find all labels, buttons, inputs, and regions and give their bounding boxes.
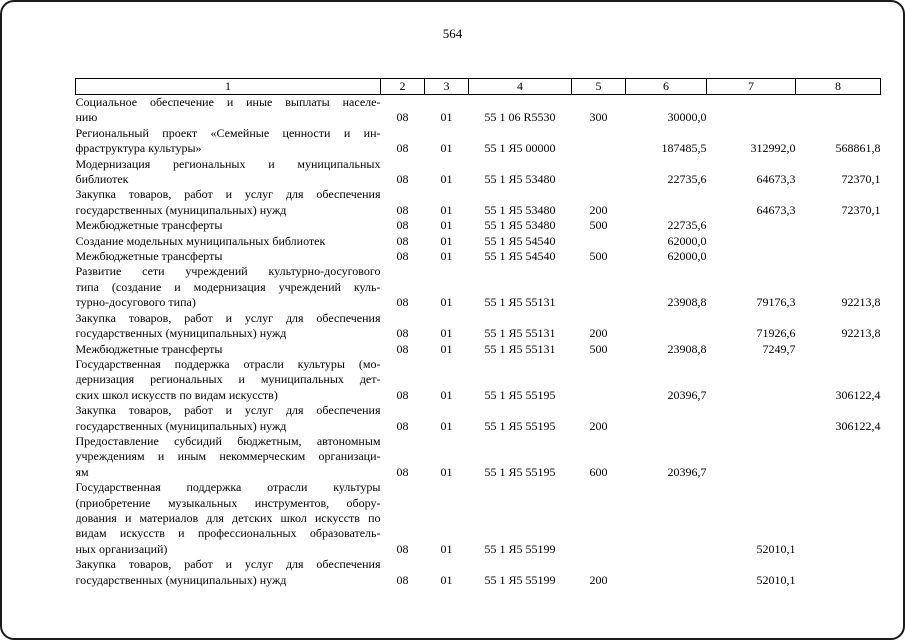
table-row — [76, 218, 881, 233]
row-c2-cell: 08 — [396, 141, 409, 156]
row-name-line: учреждениям и иным некоммерческим организаци- — [75, 449, 381, 464]
row-name-cell — [76, 357, 381, 403]
row-c8-cell — [796, 342, 881, 357]
row-name-cell — [76, 187, 381, 218]
row-c7-cell — [707, 357, 796, 403]
row-c7-cell — [707, 434, 796, 480]
row-name-line: Развитие сети учреждений культурно-досугового — [75, 264, 381, 279]
row-c4-cell: 55 1 Я5 55195 — [484, 418, 556, 433]
row-c3-cell: 01 — [440, 110, 453, 125]
row-c2-cell: 08 — [396, 572, 409, 587]
row-c7-cell: 71926,6 — [756, 326, 796, 341]
row-c5-cell: 300 — [589, 110, 608, 125]
row-c4-cell: 55 1 Я5 55199 — [484, 541, 556, 556]
row-name-line: типа (создание и модернизация учреждений куль- — [75, 279, 381, 294]
row-c3-cell: 01 — [440, 249, 453, 264]
row-c7-cell: 7249,7 — [762, 341, 796, 356]
row-c4-cell: 55 1 Я5 55131 — [484, 326, 556, 341]
row-c3-cell: 01 — [440, 418, 453, 433]
row-c4-cell: 55 1 Я5 55131 — [484, 295, 556, 310]
row-c3-cell: 01 — [440, 541, 453, 556]
row-c7-cell: 52010,1 — [756, 572, 796, 587]
row-c8-cell: 306122,4 — [835, 418, 881, 433]
header-col-2: 2 — [381, 79, 425, 95]
table-row — [76, 249, 881, 264]
row-c6-cell — [626, 187, 707, 218]
row-c8-cell — [796, 249, 881, 264]
row-name-line: государственных (муниципальных) нужд — [75, 202, 287, 217]
row-c2-cell: 08 — [396, 295, 409, 310]
table-header-row — [76, 79, 881, 95]
table-row — [76, 342, 881, 357]
row-name-line: Создание модельных муниципальных библиотек — [75, 233, 326, 248]
header-col-4: 4 — [469, 79, 572, 95]
row-c4-cell: 55 1 Я5 00000 — [484, 141, 556, 156]
row-name-line: Модернизация региональных и муниципальных — [75, 156, 381, 171]
row-c6-cell: 22735,6 — [667, 172, 707, 187]
row-c4-cell: 55 1 Я5 55199 — [484, 572, 556, 587]
row-c2-cell: 08 — [396, 326, 409, 341]
row-c2-cell: 08 — [396, 233, 409, 248]
row-c7-cell: 64673,3 — [756, 202, 796, 217]
row-name-line: нию — [75, 110, 98, 125]
row-c8-cell: 92213,8 — [841, 295, 881, 310]
table-row — [76, 480, 881, 557]
header-col-3: 3 — [425, 79, 469, 95]
row-c8-cell — [796, 434, 881, 480]
row-c7-cell — [707, 249, 796, 264]
row-name-line: государственных (муниципальных) нужд — [75, 418, 287, 433]
row-c3-cell: 01 — [440, 572, 453, 587]
row-name-cell — [76, 126, 381, 157]
row-name-line: государственных (муниципальных) нужд — [75, 326, 287, 341]
table-row — [76, 434, 881, 480]
row-c8-cell: 72370,1 — [841, 172, 881, 187]
row-c4-cell: 55 1 Я5 53480 — [484, 218, 556, 233]
row-c2-cell: 08 — [396, 218, 409, 233]
row-c5-cell: 200 — [589, 202, 608, 217]
row-c5-cell: 500 — [589, 249, 608, 264]
row-name-cell — [76, 264, 381, 310]
row-c6-cell — [626, 311, 707, 342]
row-c2-cell: 08 — [396, 464, 409, 479]
row-c3-cell: 01 — [440, 141, 453, 156]
row-c3-cell: 01 — [440, 326, 453, 341]
row-c6-cell: 22735,6 — [667, 218, 707, 233]
row-c8-cell: 92213,8 — [841, 326, 881, 341]
row-name-line: Межбюджетные трансферты — [75, 218, 223, 233]
row-c5-cell — [572, 264, 626, 310]
row-c6-cell: 20396,7 — [667, 387, 707, 402]
row-name-line: ных организаций) — [75, 541, 168, 556]
row-c6-cell: 30000,0 — [667, 110, 707, 125]
row-name-cell — [76, 95, 381, 126]
row-c6-cell — [626, 480, 707, 557]
row-c8-cell: 306122,4 — [835, 387, 881, 402]
row-name-line: государственных (муниципальных) нужд — [75, 572, 287, 587]
row-c7-cell — [707, 95, 796, 126]
header-col-1: 1 — [76, 79, 381, 95]
row-name-line: дования и материалов для детских школ искусств по — [75, 510, 381, 525]
row-c7-cell: 312992,0 — [750, 141, 796, 156]
row-name-line: ских школ искусств по видам искусств) — [75, 387, 278, 402]
row-c2-cell: 08 — [396, 249, 409, 264]
header-col-5: 5 — [572, 79, 626, 95]
table-row — [76, 126, 881, 157]
table-row — [76, 264, 881, 310]
row-c7-cell — [707, 403, 796, 434]
row-name-line: ям — [75, 464, 89, 479]
row-c6-cell: 62000,0 — [667, 249, 707, 264]
row-c8-cell — [796, 480, 881, 557]
table-header — [76, 79, 881, 95]
table-row — [76, 187, 881, 218]
row-c2-cell: 08 — [396, 387, 409, 402]
row-c4-cell: 55 1 Я5 53480 — [484, 172, 556, 187]
row-c4-cell: 55 1 06 R5530 — [484, 110, 556, 125]
table-row — [76, 557, 881, 588]
table-row — [76, 403, 881, 434]
row-name-line: Закупка товаров, работ и услуг для обеспечения — [75, 310, 381, 325]
table-body — [76, 95, 881, 589]
row-c8-cell — [796, 557, 881, 588]
row-c8-cell — [796, 218, 881, 233]
row-c7-cell: 64673,3 — [756, 172, 796, 187]
row-name-cell — [76, 157, 381, 188]
table-row — [76, 95, 881, 126]
row-name-line: Межбюджетные трансферты — [75, 341, 223, 356]
row-c5-cell — [572, 357, 626, 403]
row-c7-cell — [707, 234, 796, 249]
row-c8-cell: 72370,1 — [841, 202, 881, 217]
row-c5-cell — [572, 157, 626, 188]
row-c2-cell: 08 — [396, 341, 409, 356]
row-c6-cell: 20396,7 — [667, 464, 707, 479]
row-c5-cell — [572, 234, 626, 249]
row-c3-cell: 01 — [440, 464, 453, 479]
row-c5-cell: 500 — [589, 341, 608, 356]
row-name-line: Предоставление субсидий бюджетным, автономным — [75, 433, 381, 448]
table-row — [76, 157, 881, 188]
row-c6-cell: 62000,0 — [667, 233, 707, 248]
row-c5-cell — [572, 480, 626, 557]
table-row — [76, 357, 881, 403]
row-c5-cell: 200 — [589, 418, 608, 433]
row-name-line: видам искусств и профессиональных образователь- — [75, 526, 381, 541]
row-c8-cell — [796, 234, 881, 249]
row-c7-cell: 52010,1 — [756, 541, 796, 556]
row-c3-cell: 01 — [440, 233, 453, 248]
row-c5-cell: 500 — [589, 218, 608, 233]
row-c5-cell — [572, 126, 626, 157]
row-name-line: дернизация региональных и муниципальных дет- — [75, 372, 381, 387]
row-c2-cell: 08 — [396, 541, 409, 556]
row-c3-cell: 01 — [440, 172, 453, 187]
row-name-line: Социальное обеспечение и иные выплаты населе- — [75, 95, 381, 109]
row-c6-cell — [626, 403, 707, 434]
row-name-line: Государственная поддержка отрасли культуры — [75, 480, 381, 495]
row-name-line: Закупка товаров, работ и услуг для обеспечения — [75, 187, 381, 202]
row-name-cell — [76, 342, 381, 357]
row-c5-cell: 200 — [589, 572, 608, 587]
row-c2-cell: 08 — [396, 418, 409, 433]
row-name-line: (приобретение музыкальных инструментов, обору- — [75, 495, 381, 510]
row-c6-cell: 187485,5 — [661, 141, 707, 156]
row-c8-cell: 568861,8 — [835, 141, 881, 156]
row-c4-cell: 55 1 Я5 54540 — [484, 249, 556, 264]
row-c2-cell: 08 — [396, 110, 409, 125]
row-name-line: Межбюджетные трансферты — [75, 249, 223, 264]
header-col-7: 7 — [707, 79, 796, 95]
table-row — [76, 311, 881, 342]
row-c5-cell: 600 — [589, 464, 608, 479]
row-name-cell — [76, 234, 381, 249]
row-name-line: Закупка товаров, работ и услуг для обеспечения — [75, 557, 381, 572]
row-name-cell — [76, 249, 381, 264]
row-name-cell — [76, 218, 381, 233]
row-c4-cell: 55 1 Я5 54540 — [484, 233, 556, 248]
row-name-cell — [76, 311, 381, 342]
row-c2-cell: 08 — [396, 172, 409, 187]
row-c4-cell: 55 1 Я5 55195 — [484, 464, 556, 479]
row-name-cell — [76, 434, 381, 480]
row-name-line: Государственная поддержка отрасли культуры (мо- — [75, 356, 381, 371]
header-col-6: 6 — [626, 79, 707, 95]
row-name-cell — [76, 403, 381, 434]
table-row — [76, 234, 881, 249]
row-c7-cell — [707, 218, 796, 233]
page-number: 564 — [442, 26, 463, 41]
row-name-line: фраструктура культуры» — [75, 141, 202, 156]
row-name-line: Региональный проект «Семейные ценности и ин- — [75, 125, 381, 140]
row-c3-cell: 01 — [440, 202, 453, 217]
row-c5-cell: 200 — [589, 326, 608, 341]
row-c8-cell — [796, 95, 881, 126]
row-c6-cell: 23908,8 — [667, 341, 707, 356]
row-c6-cell — [626, 557, 707, 588]
row-name-cell — [76, 480, 381, 557]
row-c6-cell: 23908,8 — [667, 295, 707, 310]
row-name-line: турно-досугового типа) — [75, 295, 196, 310]
row-c3-cell: 01 — [440, 341, 453, 356]
row-c4-cell: 55 1 Я5 53480 — [484, 202, 556, 217]
row-c2-cell: 08 — [396, 202, 409, 217]
row-name-line: библиотек — [75, 172, 129, 187]
row-c3-cell: 01 — [440, 218, 453, 233]
row-c3-cell: 01 — [440, 295, 453, 310]
row-name-cell — [76, 557, 381, 588]
row-c4-cell: 55 1 Я5 55195 — [484, 387, 556, 402]
budget-table — [75, 78, 881, 588]
row-c7-cell: 79176,3 — [756, 295, 796, 310]
header-col-8: 8 — [796, 79, 881, 95]
row-c4-cell: 55 1 Я5 55131 — [484, 341, 556, 356]
row-name-line: Закупка товаров, работ и услуг для обеспечения — [75, 403, 381, 418]
row-c3-cell: 01 — [440, 387, 453, 402]
